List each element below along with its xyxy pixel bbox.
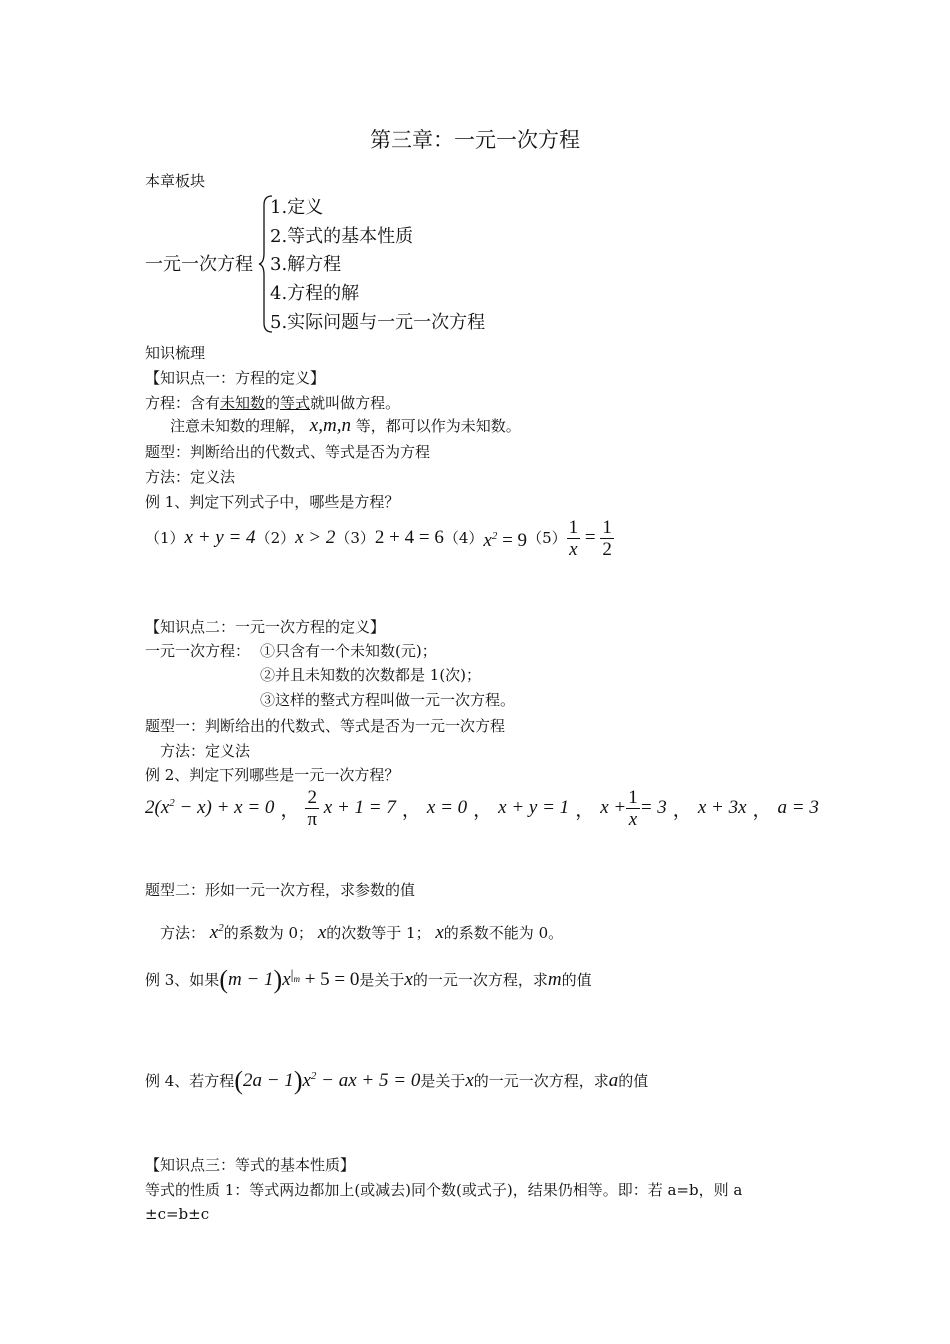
item-4-exp: 2 (491, 529, 498, 542)
ex3-inner: m − 1 (227, 969, 274, 990)
method2-var-3: x (435, 922, 444, 943)
kp2-question-type-1: 题型一：判断给出的代数式、等式是否为一元一次方程 (145, 717, 506, 735)
ex2-a-pre: 2(x (145, 797, 170, 818)
ex3-text-2: 的一元一次方程，求 (412, 971, 548, 989)
section-knowledge-label: 知识梳理 (145, 344, 206, 362)
frac-den: 2 (602, 538, 612, 560)
kp1-def-mid: 的 (265, 394, 281, 412)
ex2-expr-a (145, 797, 274, 819)
separator: ， (575, 799, 595, 821)
kp1-note (170, 416, 521, 436)
ex3-rest: + 5 = 0 (299, 969, 360, 990)
method2-text-2: 的次数等于 1； (326, 924, 431, 942)
frac-num: 2 (305, 787, 319, 809)
kp1-def-post: 就叫做方程。 (310, 394, 401, 412)
ex3-text-3: 的值 (561, 971, 592, 989)
separator: ， (401, 799, 421, 821)
item-1-label: （1） (145, 529, 185, 547)
method2-var-2: x (317, 922, 327, 943)
method2-var-1: x (209, 922, 219, 943)
kp2-def-label: 一元一次方程： (145, 642, 251, 660)
item-4-var: x (483, 529, 492, 551)
item-4-expr (483, 526, 527, 551)
ex2-e-pre: x + (600, 796, 627, 818)
ex4-text-2: 的一元一次方程，求 (473, 1072, 609, 1090)
ex4-lparen: ( (234, 1066, 243, 1095)
ex2-expr-b (305, 787, 395, 830)
ex4-exp: 2 (310, 1070, 317, 1082)
kp1-method: 方法：定义法 (145, 468, 236, 486)
example-2-expressions (145, 783, 819, 833)
kp2-question-type-2: 题型二：形如一元一次方程，求参数的值 (145, 881, 416, 899)
item-2-expr: x > 2 (295, 527, 336, 548)
kp1-question-type: 题型：判断给出的代数式、等式是否为方程 (145, 443, 431, 461)
ex3-var-x: x (404, 969, 413, 990)
frac-num: 1 (628, 786, 638, 808)
frac-num: 1 (568, 516, 579, 538)
item-3-label: （3） (335, 529, 375, 547)
ex4-var-a: a (608, 1070, 619, 1091)
kp2-heading: 【知识点二：一元一次方程的定义】 (145, 618, 386, 636)
chapter-title: 第三章：一元一次方程 (370, 128, 580, 152)
frac-den: π (307, 808, 318, 830)
separator: ， (672, 799, 692, 821)
item-5-equals: = (584, 526, 596, 548)
overview-branch-4: 4.方程的解 (270, 283, 360, 304)
kp2-condition-1: ①只含有一个未知数(元)； (260, 642, 437, 660)
ex2-expr-f: x + 3x (697, 797, 747, 818)
method2-x-squared (210, 922, 224, 943)
ex3-equation (219, 965, 360, 994)
kp3-heading: 【知识点三：等式的基本性质】 (145, 1156, 356, 1174)
ex4-rparen: ) (293, 1066, 303, 1095)
item-4-rest: = 9 (497, 529, 528, 551)
ex2-a-exp: 2 (169, 797, 175, 809)
ex3-text-1: 是关于 (359, 971, 405, 989)
overview-root: 一元一次方程 (145, 254, 253, 275)
ex2-expr-g: a = 3 (777, 797, 819, 818)
item-4-label: （4） (443, 529, 484, 547)
item-5-frac-left (567, 517, 581, 560)
ex2-a-post: − x) + x = 0 (174, 797, 275, 818)
example-1-prompt: 例 1、判定下列式子中，哪些是方程？ (145, 493, 400, 511)
kp1-note-pre: 注意未知数的理解， (170, 417, 306, 435)
kp2-method-1: 方法：定义法 (160, 742, 251, 760)
kp1-note-post: 等，都可以作为未知数。 (355, 417, 521, 435)
ex2-b-post: x + 1 = 7 (323, 796, 396, 818)
kp1-def-underline-1: 未知数 (220, 394, 266, 412)
kp3-property-1-line-1: 等式的性质 1：等式两边都加上(或减去)同个数(或式子)，结果仍相等。即：若 a=b，则 a (145, 1181, 743, 1199)
ex4-var-x: x (465, 1070, 474, 1091)
method2-text-1: 的系数为 0； (223, 924, 314, 942)
separator: ， (752, 799, 772, 821)
separator: ， (280, 799, 300, 821)
ex3-exp-m: m (293, 974, 300, 984)
ex3-var-m: m (547, 969, 562, 990)
kp3-property-1-line-2: ±c=b±c (145, 1205, 210, 1223)
method2-exp: 2 (218, 922, 224, 934)
ex4-text-3: 的值 (618, 1072, 649, 1090)
ex2-e-frac (626, 787, 640, 830)
frac-num: 1 (602, 516, 612, 538)
overview-branch-5: 5.实际问题与一元一次方程 (270, 312, 486, 333)
overview-branch-1: 1.定义 (270, 197, 324, 218)
example-1-items (145, 513, 614, 563)
ex2-b-frac (305, 787, 319, 830)
item-5-frac-right (600, 517, 614, 560)
item-3-expr: 2 + 4 = 6 (374, 527, 444, 548)
ex3-lparen: ( (219, 965, 228, 994)
ex4-x: x (302, 1070, 311, 1091)
item-1-expr: x + y = 4 (184, 527, 256, 548)
method2-text-3: 的系数不能为 0。 (443, 924, 564, 942)
ex3-abs-bar: | (290, 968, 294, 983)
ex2-expr-d: x + y = 1 (498, 797, 570, 818)
example-4 (145, 1066, 649, 1095)
item-2-label: （2） (255, 529, 296, 547)
ex2-e-post: = 3 (639, 796, 667, 818)
example-3 (145, 965, 592, 994)
kp2-condition-2: ②并且未知数的次数都是 1(次)； (260, 666, 482, 684)
ex2-expr-e (600, 787, 667, 830)
kp1-definition (145, 393, 400, 413)
overview-branch-2: 2.等式的基本性质 (270, 226, 414, 247)
section-overview-label: 本章板块 (145, 172, 206, 190)
ex2-expr-c: x = 0 (426, 797, 468, 818)
overview-branch-3: 3.解方程 (270, 254, 342, 275)
kp2-condition-3: ③这样的整式方程叫做一元一次方程。 (260, 691, 516, 709)
kp1-def-pre: 方程：含有 (145, 394, 221, 412)
item-5-expr (567, 517, 614, 560)
kp1-heading: 【知识点一：方程的定义】 (145, 369, 326, 387)
ex3-x: x (282, 969, 291, 990)
frac-den: x (569, 538, 578, 560)
example-2-prompt: 例 2、判定下列哪些是一元一次方程？ (145, 766, 400, 784)
ex3-pre: 例 3、如果 (145, 971, 220, 989)
ex4-text-1: 是关于 (420, 1072, 466, 1090)
kp1-note-vars: x,m,n (309, 415, 351, 436)
ex4-inner: 2a − 1 (242, 1070, 294, 1091)
kp2-method-2 (160, 918, 563, 943)
frac-den: x (628, 808, 638, 830)
method2-pre: 方法： (160, 924, 206, 942)
kp1-def-underline-2: 等式 (280, 394, 311, 412)
ex3-rparen: ) (273, 965, 283, 994)
ex4-equation (234, 1066, 421, 1095)
ex4-rest: − ax + 5 = 0 (316, 1070, 421, 1091)
item-5-label: （5） (527, 529, 567, 547)
ex4-pre: 例 4、若方程 (145, 1072, 235, 1090)
separator: ， (473, 799, 493, 821)
